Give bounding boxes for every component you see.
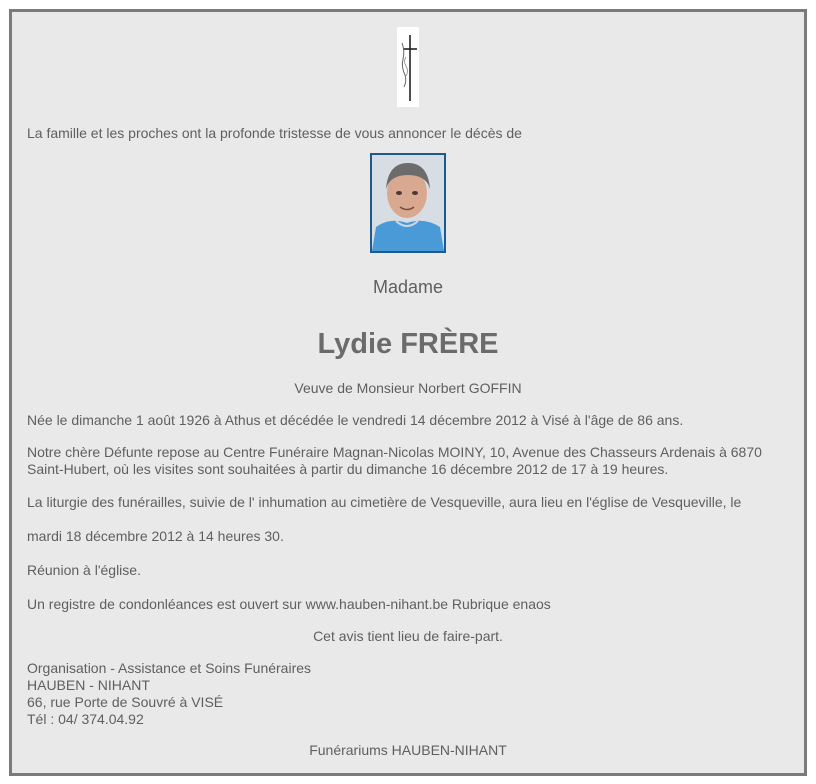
salutation: Madame <box>372 277 444 297</box>
deceased-name: Lydie FRÈRE <box>317 328 499 360</box>
organisation-block <box>27 660 797 728</box>
organisation-phone: Tél : 04/ 374.04.92 <box>27 711 144 727</box>
organisation-line-1: Organisation - Assistance et Soins Funéraires <box>27 660 312 676</box>
intro-text: La famille et les proches ont la profonde tristesse de vous annoncer le décès de <box>27 125 522 141</box>
obituary-card <box>9 9 807 776</box>
notice-text: Cet avis tient lieu de faire-part. <box>313 628 503 644</box>
organisation-line-3: 66, rue Porte de Souvré à VISÉ <box>27 694 224 710</box>
cross-image <box>397 27 419 107</box>
organisation-line-2: HAUBEN - NIHANT <box>27 677 150 693</box>
rest-line-2: Saint-Hubert, où les visites sont souhaitées à partir du dimanche 16 décembre 2012 de 17 à 19 heures. <box>27 461 669 477</box>
cross-icon <box>397 27 419 107</box>
reunion-text: Réunion à l'église. <box>27 562 141 578</box>
widow-of: Veuve de Monsieur Norbert GOFFIN <box>294 380 522 396</box>
rest-line-1: Notre chère Défunte repose au Centre Funéraire Magnan-Nicolas MOINY, 10, Avenue des Chasseurs Ardenais à 6870 <box>27 444 762 460</box>
birth-death-text: Née le dimanche 1 août 1926 à Athus et décédée le vendredi 14 décembre 2012 à Visé à l'âge de 86 ans. <box>27 412 684 428</box>
registry-text: Un registre de condonléances est ouvert sur www.hauben-nihant.be Rubrique enaos <box>27 596 551 612</box>
footer-text: Funérariums HAUBEN-NIHANT <box>309 742 507 758</box>
liturgy-text: La liturgie des funérailles, suivie de l' inhumation au cimetière de Vesqueville, aura lieu en l'église de Vesqueville, le <box>27 494 742 510</box>
liturgy-date: mardi 18 décembre 2012 à 14 heures 30. <box>27 528 284 544</box>
portrait-photo <box>370 153 446 253</box>
